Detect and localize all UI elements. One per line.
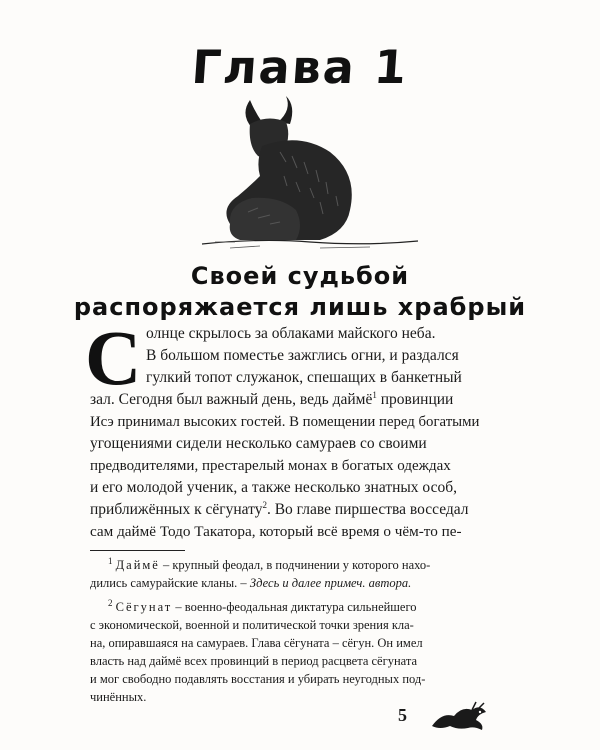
chapter-subtitle-line-1: Своей судьбой	[190, 262, 410, 290]
body-line-5: Исэ принимал высоких гостей. В помещении перед богатыми	[90, 414, 480, 430]
body-line-2: В большом поместье зажглись огни, и раздался	[146, 347, 459, 364]
body-line-6: угощениями сидели несколько самураев со своими	[90, 435, 427, 452]
footnote-ref-1: 1	[372, 389, 377, 400]
page-number: 5	[398, 705, 407, 725]
creature-ornament-icon	[428, 700, 490, 732]
body-line-3: гулкий топот служанок, спешащих в банкетный	[146, 369, 462, 386]
footnote-2-line-1: $^2$ Сёгунат – военно-феодальная диктатура сильнейшего	[108, 597, 417, 614]
body-line-1: олнце скрылось за облаками майского неба.	[146, 325, 436, 342]
footnote-2-line-3: на, опиравшаяся на самураев. Глава сёгуната – сёгун. Он имел	[90, 636, 423, 650]
horned-creature-illustration	[200, 92, 420, 257]
footnote-2-line-5: и мог свободно подавлять восстания и убирать неугодных под-	[90, 672, 426, 686]
body-line-10: сам даймё Тодо Такатора, который всё время о чём-то пе-	[90, 523, 462, 540]
drop-cap-letter	[83, 322, 143, 392]
body-line-9: приближённых к сёгунату$^2$. Во главе пиршества восседал	[90, 499, 469, 518]
chapter-title: Глава 1	[190, 40, 410, 94]
body-line-7: предводителями, престарелый монах в богатых одеждах	[90, 458, 451, 474]
body-line-8: и его молодой ученик, а также несколько знатных особ,	[90, 479, 457, 496]
footnote-2-line-2: с экономической, военной и политической точки зрения кла-	[90, 618, 414, 632]
footnote-2-line-4: власть над даймё всех провинций в период расцвета сёгуната	[90, 654, 418, 668]
footnote-1-line-1: $^1$ Даймё – крупный феодал, в подчинении у которого нахо-	[108, 555, 431, 572]
svg-text:С: С	[85, 322, 142, 392]
footnote-2-line-6: чинённых.	[90, 690, 147, 704]
footnote-ref-2: 2	[262, 499, 267, 510]
body-line-4: зал. Сегодня был важный день, ведь даймё$^1$ провинции	[90, 389, 454, 408]
footnote-rule	[90, 550, 185, 551]
chapter-subtitle-line-2: распоряжается лишь храбрый	[73, 293, 527, 321]
footnote-1-line-2: дились самурайские кланы. – Здесь и далее примеч. автора.	[90, 576, 412, 590]
